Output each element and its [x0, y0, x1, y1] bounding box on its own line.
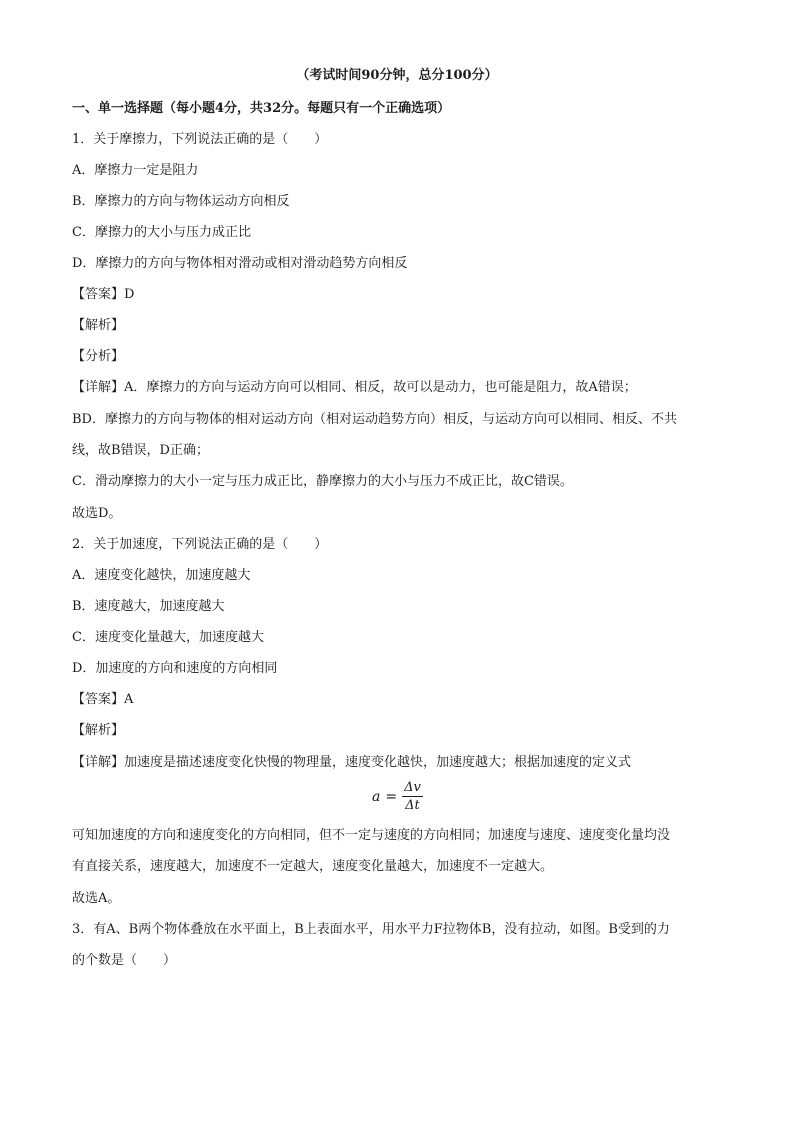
formula-fraction — [402, 780, 423, 813]
question-1-option-b: B．摩擦力的方向与物体运动方向相反 — [72, 194, 290, 209]
acceleration-formula — [372, 780, 423, 813]
formula-equals: = — [385, 788, 398, 805]
question-1-detail-line: BD．摩擦力的方向与物体的相对运动方向（相对运动趋势方向）相反，与运动方向可以相同、相反、不共 — [72, 412, 677, 427]
question-1-option-a: A．摩擦力一定是阻力 — [72, 163, 199, 178]
section-title: 一、单一选择题（每小题4分，共32分。每题只有一个正确选项） — [72, 101, 451, 116]
formula-denominator: Δt — [405, 798, 420, 813]
question-2-conclusion: 故选A。 — [72, 891, 121, 906]
question-2-option-d: D．加速度的方向和速度的方向相同 — [72, 661, 278, 676]
question-2-detail-line: 可知加速度的方向和速度变化的方向相同，但不一定与速度的方向相同；加速度与速度、速度变化量均没 — [72, 828, 671, 843]
question-2-detail-line: 有直接关系，速度越大，加速度不一定越大，速度变化量越大，加速度不一定越大。 — [72, 859, 554, 874]
question-2-stem: 2．关于加速度，下列说法正确的是（ ） — [72, 537, 328, 552]
question-3-stem: 的个数是（ ） — [72, 953, 177, 968]
question-2-option-c: C．速度变化量越大，加速度越大 — [72, 630, 264, 645]
question-1-conclusion: 故选D。 — [72, 506, 122, 521]
question-2-detail-line: 【详解】加速度是描述速度变化快慢的物理量，速度变化越快，加速度越大；根据加速度的定义式 — [72, 755, 632, 770]
formula-numerator: Δv — [404, 780, 421, 795]
question-1-option-d: D．摩擦力的方向与物体相对滑动或相对滑动趋势方向相反 — [72, 256, 408, 271]
question-1-detail-line: C．滑动摩擦力的大小一定与压力成正比，静摩擦力的大小与压力不成正比，故C错误。 — [72, 474, 573, 489]
exam-time-header: （考试时间90分钟，总分100分） — [296, 68, 498, 83]
question-1-detail-line: 【详解】A．摩擦力的方向与运动方向可以相同、相反，故可以是动力，也可能是阻力，故A错误； — [72, 380, 637, 395]
question-1-jiexi: 【解析】 — [72, 318, 125, 333]
question-1-stem: 1．关于摩擦力，下列说法正确的是（ ） — [72, 132, 328, 147]
question-2-option-a: A．速度变化越快，加速度越大 — [72, 568, 251, 583]
question-2-jiexi: 【解析】 — [72, 723, 125, 738]
question-3-stem: 3．有A、B两个物体叠放在水平面上，B上表面水平，用水平力F拉物体B，没有拉动，如图。B受到的力 — [72, 922, 670, 937]
formula-lhs: a — [372, 788, 381, 805]
question-2-answer: 【答案】A — [72, 692, 134, 707]
question-2-option-b: B．速度越大，加速度越大 — [72, 599, 225, 614]
question-1-answer: 【答案】D — [72, 287, 135, 302]
question-1-option-c: C．摩擦力的大小与压力成正比 — [72, 225, 251, 240]
question-1-fenxi: 【分析】 — [72, 349, 125, 364]
question-1-detail-line: 线，故B错误，D正确； — [72, 443, 209, 458]
